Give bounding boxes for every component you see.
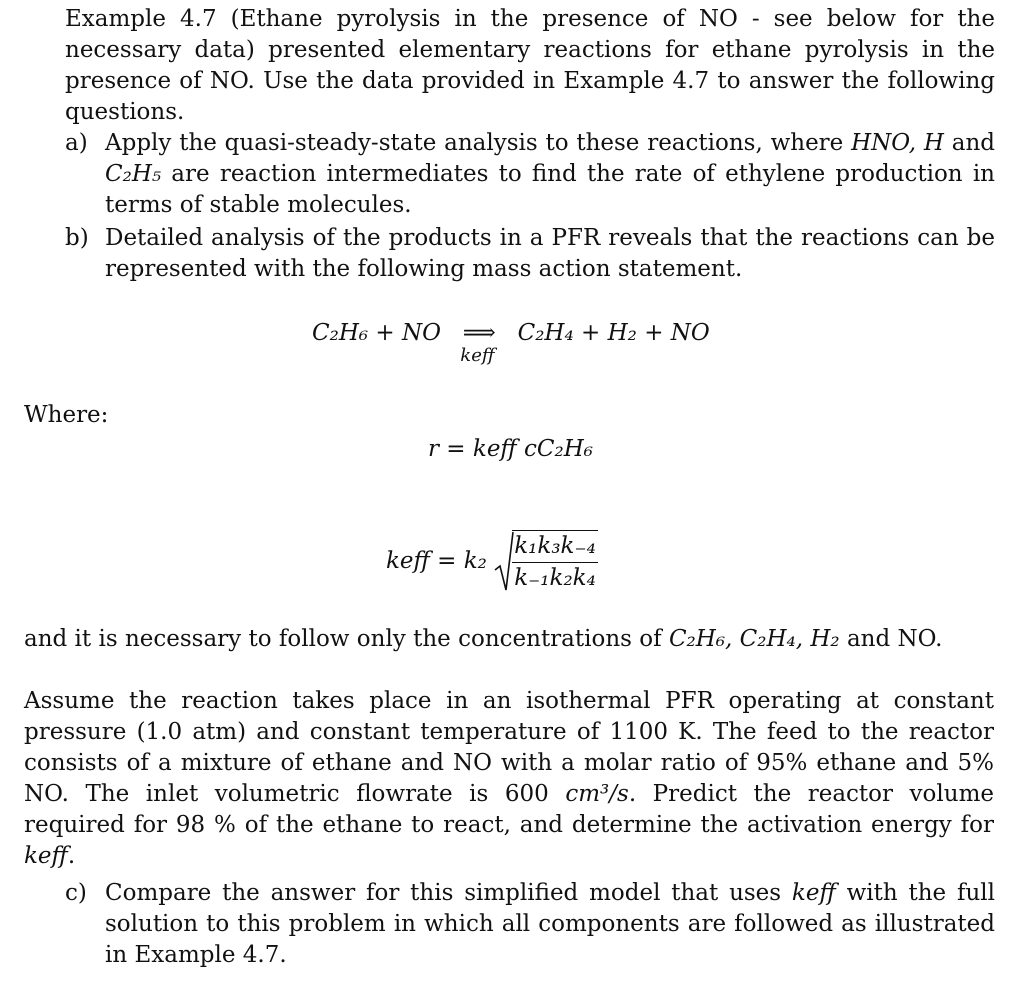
question-a-text: Apply the quasi-steady-state analysis to these reactions, where HNO, H and C₂H₅ are reaction intermediates to find the rate of ethylene production in terms of stable molecules.	[105, 130, 995, 218]
question-a-label: a)	[65, 130, 88, 156]
sqrt-symbol	[494, 530, 598, 594]
question-c-label: c)	[65, 880, 87, 906]
question-b-text: Detailed analysis of the products in a PFR reveals that the reactions can be represented with the following mass action statement.	[105, 225, 995, 282]
fraction-numerator: k₁k₃k₋₄	[512, 531, 598, 563]
question-c	[65, 878, 995, 971]
keff-symbol: keff	[24, 843, 68, 869]
question-b-label: b)	[65, 225, 89, 251]
radical-sign	[494, 530, 514, 594]
concentrations-paragraph: and it is necessary to follow only the concentrations of C₂H₆, C₂H₄, H₂ and NO.	[24, 626, 943, 652]
keff-symbol-c: keff	[791, 880, 836, 906]
keff-lhs: keff = k₂	[386, 548, 487, 574]
intermediates-2: C₂H₅	[105, 161, 162, 187]
assume-paragraph: Assume the reaction takes place in an isothermal PFR operating at constant pressure (1.0 atm) and constant temperature of 1100 K. The feed to the reactor consists of a mixture of ethane and NO with a molar ratio of 95% ethane and 5% NO. The inlet volumetric flowrate is 600 cm³/s. Predict the reactor volume required for 98 % of the ethane to react, and determine the activation energy for keff.	[24, 688, 994, 869]
sqrt-fraction	[512, 530, 598, 594]
flow-unit: cm³/s	[565, 781, 629, 807]
rate-equation: r = keff cC₂H₆	[428, 436, 594, 462]
arrow-keff-label: keff	[460, 345, 495, 366]
question-a	[65, 128, 995, 221]
mass-action-equation	[312, 318, 710, 366]
where-label: Where:	[24, 402, 109, 428]
keff-equation	[386, 530, 598, 594]
reaction-arrow: ⟹ keff	[448, 318, 510, 349]
equation-1-left: C₂H₆ + NO	[312, 320, 441, 346]
intermediates-1: HNO, H	[851, 130, 944, 156]
equation-1-right: C₂H₄ + H₂ + NO	[517, 320, 710, 346]
intro-paragraph: Example 4.7 (Ethane pyrolysis in the presence of NO - see below for the necessary data) presented elementary reactions for ethane pyrolysis in the presence of NO. Use the data provided in Example 4.7 to answer the following questions.	[65, 6, 995, 125]
fraction-denominator: k₋₁k₂k₄	[514, 565, 596, 591]
species-list: C₂H₆, C₂H₄, H₂	[668, 626, 840, 652]
question-c-text: Compare the answer for this simplified model that uses keff with the full solution to this problem in which all components are followed as illustrated in Example 4.7.	[105, 880, 995, 968]
question-b	[65, 223, 995, 285]
